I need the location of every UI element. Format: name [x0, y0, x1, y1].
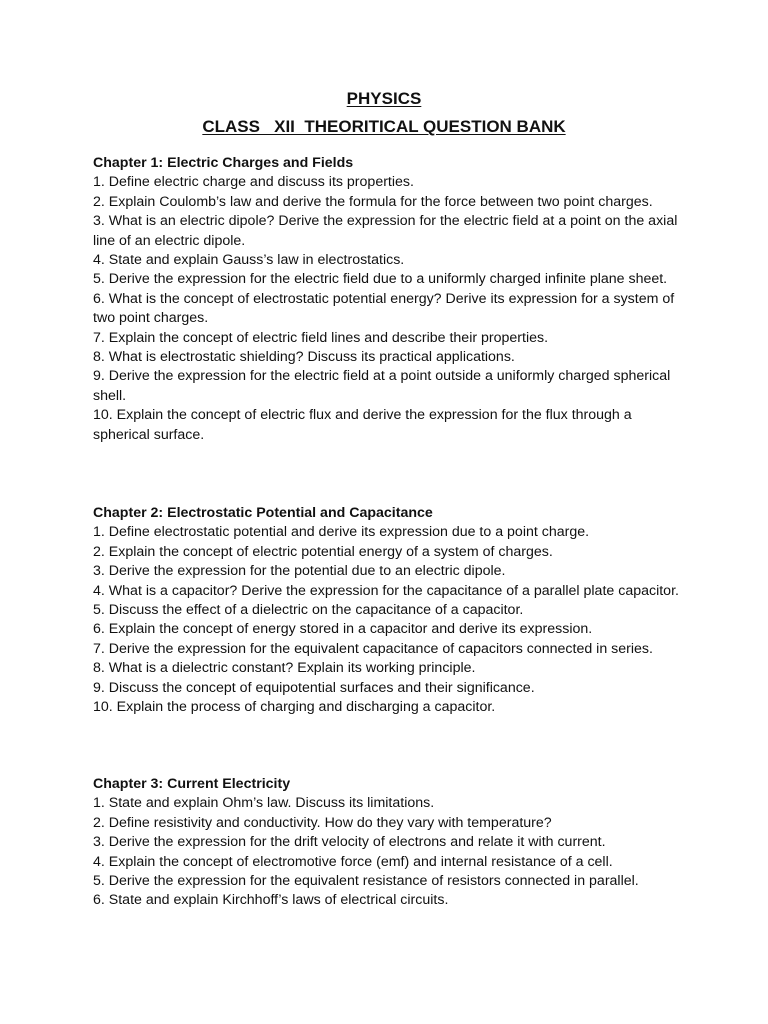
question-item: 8. What is a dielectric constant? Explain its working principle. — [93, 660, 476, 677]
question-item: 5. Discuss the effect of a dielectric on the capacitance of a capacitor. — [93, 602, 524, 619]
question-item: 7. Derive the expression for the equivalent capacitance of capacitors connected in series. — [93, 640, 653, 657]
question-item: 6. Explain the concept of energy stored in a capacitor and derive its expression. — [93, 621, 593, 638]
question-item: 4. What is a capacitor? Derive the expression for the capacitance of a parallel plate capacitor. — [93, 582, 679, 599]
question-item: 5. Derive the expression for the equivalent resistance of resistors connected in parallel. — [93, 873, 639, 890]
question-item: 1. Define electrostatic potential and derive its expression due to a point charge. — [93, 524, 590, 541]
question-item: 3. What is an electric dipole? Derive the expression for the electric field at a point on the axial line of an electric dipole. — [93, 213, 678, 249]
chapter-2-section — [93, 504, 683, 717]
chapter-1-section — [93, 154, 683, 445]
question-item: 1. State and explain Ohm’s law. Discuss its limitations. — [93, 795, 435, 812]
chapter-3-section — [93, 775, 683, 911]
question-item: 6. State and explain Kirchhoff’s laws of electrical circuits. — [93, 892, 449, 909]
question-item: 8. What is electrostatic shielding? Discuss its practical applications. — [93, 349, 515, 366]
question-item: 10. Explain the process of charging and discharging a capacitor. — [93, 699, 496, 716]
question-item: 3. Derive the expression for the potential due to an electric dipole. — [93, 563, 506, 580]
question-item: 9. Derive the expression for the electric field at a point outside a uniformly charged spherical shell. — [93, 368, 671, 404]
question-item: 6. What is the concept of electrostatic potential energy? Derive its expression for a system of two point charges. — [93, 290, 675, 327]
chapter-heading: Chapter 3: Current Electricity — [93, 776, 291, 792]
question-item: 4. State and explain Gauss’s law in electrostatics. — [93, 252, 405, 269]
question-item: 10. Explain the concept of electric flux and derive the expression for the flux through a spherical surface. — [93, 407, 632, 443]
document-subtitle: CLASS XII THEORITICAL QUESTION BANK — [202, 117, 566, 136]
question-item: 3. Derive the expression for the drift velocity of electrons and relate it with current. — [93, 834, 606, 851]
chapter-heading: Chapter 1: Electric Charges and Fields — [93, 155, 354, 171]
question-item: 5. Derive the expression for the electric field due to a uniformly charged infinite plane sheet. — [93, 271, 668, 288]
question-item: 2. Explain the concept of electric potential energy of a system of charges. — [93, 543, 553, 560]
question-item: 7. Explain the concept of electric field lines and describe their properties. — [93, 329, 549, 346]
question-item: 2. Define resistivity and conductivity. How do they vary with temperature? — [93, 814, 552, 831]
question-item: 9. Discuss the concept of equipotential surfaces and their significance. — [93, 679, 535, 696]
document-title: PHYSICS — [346, 89, 422, 108]
question-item: 1. Define electric charge and discuss its properties. — [93, 174, 414, 191]
question-item: 4. Explain the concept of electromotive force (emf) and internal resistance of a cell. — [93, 853, 613, 870]
chapter-heading: Chapter 2: Electrostatic Potential and Capacitance — [93, 505, 433, 521]
question-item: 2. Explain Coulomb’s law and derive the formula for the force between two point charges. — [93, 193, 653, 210]
